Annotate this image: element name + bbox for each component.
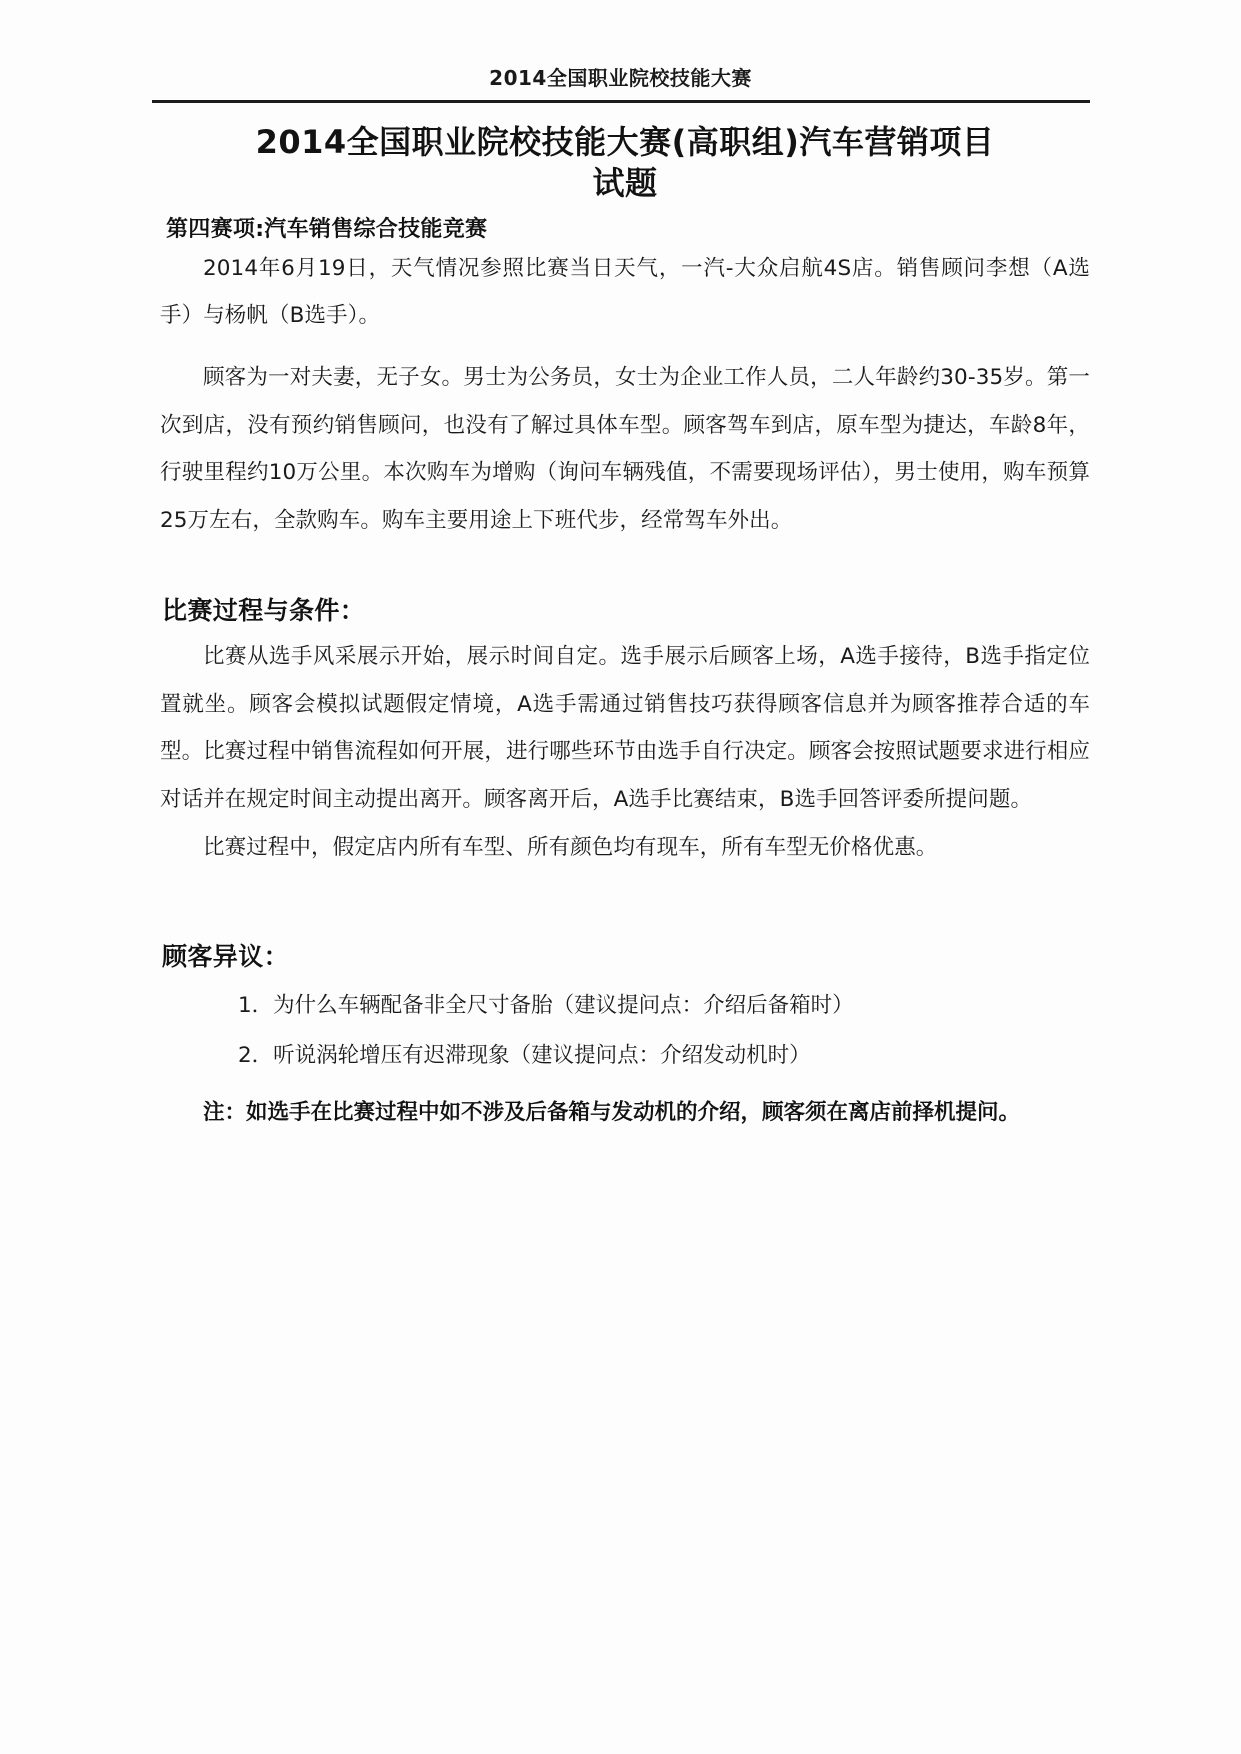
intro-paragraph-2: 顾客为一对夫妻，无子女。男士为公务员，女士为企业工作人员，二人年龄约30-35岁。第一次到店，没有预约销售顾问，也没有了解过具体车型。顾客驾车到店，原车型为捷达，车龄8年，行驶里程约10万公里。本次购车为增购（询问车辆残值，不需要现场评估），男士使用，购车预算25万左右，全款购车。购车主要用途上下班代步，经常驾车外出。 xyxy=(160,364,1090,534)
page-title xyxy=(160,122,1090,206)
section-subtitle: 第四赛项:汽车销售综合技能竞赛 xyxy=(166,216,488,242)
list-item: 1．为什么车辆配备非全尺寸备胎（建议提问点：介绍后备箱时） xyxy=(238,993,854,1019)
section-gap-2 xyxy=(160,871,1090,937)
title-line-2: 试题 xyxy=(592,163,658,202)
process-paragraph-2: 比赛过程中，假定店内所有车型、所有颜色均有现车，所有车型无价格优惠。 xyxy=(203,834,938,860)
intro-paragraph-1: 2014年6月19日，天气情况参照比赛当日天气，一汽-大众启航4S店。销售顾问李想（A选手）与杨帆（B选手）。 xyxy=(160,255,1090,329)
paragraph-gap xyxy=(160,340,1090,354)
page-header xyxy=(0,0,1241,103)
objections-heading: 顾客异议： xyxy=(162,942,290,972)
header-divider xyxy=(152,100,1090,103)
objections-list xyxy=(160,983,1090,1077)
document-body xyxy=(160,122,1090,1137)
section-gap-1 xyxy=(160,545,1090,591)
objections-note: 注：如选手在比赛过程中如不涉及后备箱与发动机的介绍，顾客须在离店前择机提问。 xyxy=(203,1099,1021,1125)
process-paragraph-1: 比赛从选手风采展示开始，展示时间自定。选手展示后顾客上场，A选手接待，B选手指定位置就坐。顾客会模拟试题假定情境，A选手需通过销售技巧获得顾客信息并为顾客推荐合适的车型。比赛过程中销售流程如何开展，进行哪些环节由选手自行决定。顾客会按照试题要求进行相应对话并在规定时间主动提出离开。顾客离开后，A选手比赛结束，B选手回答评委所提问题。 xyxy=(160,643,1090,812)
title-line-1: 2014全国职业院校技能大赛(高职组)汽车营销项目 xyxy=(255,123,995,161)
list-item: 2．听说涡轮增压有迟滞现象（建议提问点：介绍发动机时） xyxy=(238,1042,811,1068)
process-heading: 比赛过程与条件： xyxy=(162,595,366,625)
running-head: 2014全国职业院校技能大赛 xyxy=(489,66,752,90)
